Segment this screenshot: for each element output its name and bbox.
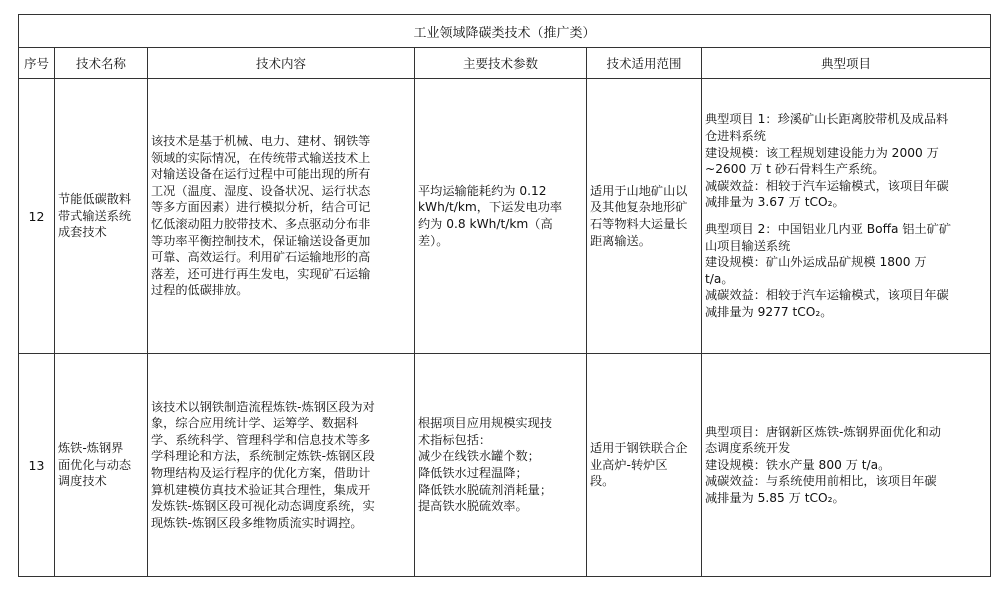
project-scale: 建设规模：铁水产量 800 万 t/a。	[705, 457, 891, 472]
header-no: 序号	[19, 48, 55, 79]
project-block	[705, 424, 987, 507]
row-scope-cell	[587, 354, 702, 577]
row-params: 根据项目应用规模实现技 术指标包括： 减少在线铁水罐个数； 降低铁水过程温降； 降低铁水脱硫剂消耗量； 提高铁水脱硫效率。	[418, 416, 553, 514]
row-scope-cell	[587, 79, 702, 354]
row-content-cell	[148, 354, 415, 577]
project-name: 典型项目：唐钢新区炼铁-炼钢界面优化和动 态调度系统开发	[705, 424, 941, 456]
row-no: 12	[19, 79, 55, 354]
technology-table	[18, 14, 991, 577]
row-name-cell	[55, 354, 148, 577]
row-projects	[702, 422, 990, 509]
header-row	[19, 48, 991, 79]
project-block	[705, 221, 987, 321]
project-effect: 减碳效益：相较于汽车运输模式，该项目年碳 减排量为 9277 tCO₂。	[705, 288, 949, 319]
row-name: 节能低碳散料 带式输送系统 成套技术	[58, 192, 132, 240]
row-content: 该技术是基于机械、电力、建材、钢铁等 领域的实际情况，在传统带式输送技术上 对输送设备在运行过程中可能出现的所有 工况（温度、湿度、设备状况、运行状态 等多方面因素）进行模拟分析，结合可记 忆低滚动阻力胶带技术、多点驱动分布非 等功率平衡控制技术，保证输送设备更加 可靠、高效运行。利用矿石运输地形的高 落差，还可进行再生发电，实现矿石运输 过程的低碳排放。	[151, 134, 371, 298]
header-projects: 典型项目	[702, 48, 991, 79]
header-name: 技术名称	[55, 48, 148, 79]
row-projects-cell	[702, 354, 991, 577]
row-scope: 适用于钢铁联合企 业高炉-转炉区 段。	[590, 441, 688, 489]
row-projects	[702, 109, 990, 322]
row-name: 炼铁-炼钢界 面优化与动态 调度技术	[58, 441, 132, 489]
table-row	[19, 79, 991, 354]
row-content: 该技术以钢铁制造流程炼铁-炼钢区段为对 象，综合应用统计学、运筹学、数据科 学、系统科学、管理科学和信息技术等多 学科理论和方法，系统制定炼铁-炼钢区段 物理结构及运行程序的优化方案，借助计 算机建模仿真技术验证其合理性，集成开 发炼铁-炼钢区段可视化动态调度系统，实 现炼铁-炼钢区段多维物质流实时调控。	[151, 399, 375, 530]
project-effect: 减碳效益：相较于汽车运输模式，该项目年碳 减排量为 3.67 万 tCO₂。	[705, 178, 949, 210]
row-scope: 适用于山地矿山以 及其他复杂地形矿 石等物料大运量长 距离输送。	[590, 183, 688, 248]
row-params: 平均运输能耗约为 0.12 kWh/t/km，下运发电功率 约为 0.8 kWh/t/km（高 差）。	[418, 183, 563, 248]
row-no: 13	[19, 354, 55, 577]
header-scope: 技术适用范围	[587, 48, 702, 79]
project-effect: 减碳效益：与系统使用前相比，该项目年碳 减排量为 5.85 万 tCO₂。	[705, 474, 937, 505]
project-name: 典型项目 2：中国铝业几内亚 Boffa 铝土矿矿 山项目输送系统	[705, 222, 952, 253]
header-content: 技术内容	[148, 48, 415, 79]
row-params-cell	[415, 354, 587, 577]
table-row	[19, 354, 991, 577]
project-scale: 建设规模：矿山外运成品矿规模 1800 万 t/a。	[705, 255, 927, 286]
row-projects-cell	[702, 79, 991, 354]
project-block	[705, 111, 987, 211]
row-content-cell	[148, 79, 415, 354]
project-name: 典型项目 1：珍溪矿山长距离胶带机及成品料 仓进料系统	[705, 112, 949, 144]
row-name-cell	[55, 79, 148, 354]
row-params-cell	[415, 79, 587, 354]
header-params: 主要技术参数	[415, 48, 587, 79]
table-title: 工业领域降碳类技术（推广类）	[19, 15, 991, 48]
project-scale: 建设规模：该工程规划建设能力为 2000 万 ~2600 万 t 砂石骨料生产系统。	[705, 145, 939, 177]
